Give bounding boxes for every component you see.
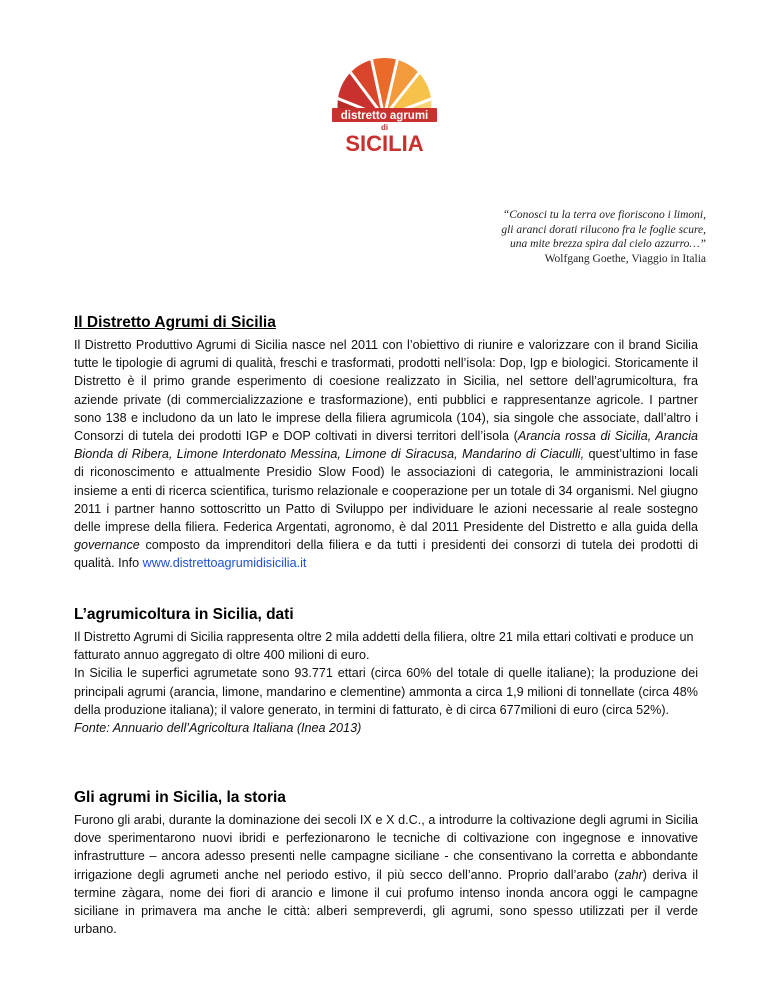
section-distretto — [74, 313, 698, 573]
website-link[interactable]: www.distrettoagrumidisicilia.it — [142, 556, 307, 571]
logo-line2: di — [380, 123, 389, 132]
storia-paragraph: Furono gli arabi, durante la dominazione dei secoli IX e X d.C., a introdurre la coltivazione degli agrumi in Sicilia dove sperimentarono nuovi ibridi e perfezionarono le tecniche di coltivazione con ingegnose e innovative infrastrutture – ancora adesso presenti nelle campagne siciliane - che consentivano la corretta e abbondante irrigazione degli agrumeti anche nel periodo estivo, il più secco dell’anno. Proprio dall’arabo (zahr) deriva il termine zàgara, nome dei fiori di arancio e limone il cui profumo intenso inonda ancora oggi le campagne siciliane in primavera ma anche le città: alberi sempreverdi, gli agrumi, sono spesso utilizzati per il verde urbano. — [74, 813, 698, 937]
dati-source: Fonte: Annuario dell’Agricoltura Italiana (Inea 2013) — [74, 721, 362, 736]
dati-paragraph-2: In Sicilia le superfici agrumetate sono 93.771 ettari (circa 60% del totale di quelle italiane); la produzione dei principali agrumi (arancia, limone, mandarino e clementine) ammonta a circa 1,9 milioni di tonnellate (circa 48% della produzione italiana); il valore generato, in termini di fatturato, è di circa 677milioni di euro (circa 52%). — [74, 666, 698, 717]
citrus-slices-logo-icon — [326, 57, 443, 161]
quote-line-1: “Conosci tu la terra ove fioriscono i limoni, — [502, 209, 706, 221]
goethe-quote — [386, 208, 706, 266]
dati-paragraph-1: Il Distretto Agrumi di Sicilia rappresenta oltre 2 mila addetti della filiera, oltre 21 mila ettari coltivati e produce un fatturato annuo aggregato di oltre 400 milioni di euro. — [74, 630, 694, 663]
section-storia — [74, 788, 698, 938]
section-title-storia: Gli agrumi in Sicilia, la storia — [74, 789, 286, 806]
quote-line-3: una mite brezza spira dal cielo azzurro…” — [510, 238, 706, 251]
section-dati — [74, 605, 698, 737]
quote-line-2: gli aranci dorati rilucono fra le foglie scure, — [501, 223, 706, 236]
section-title-dati: L’agrumicoltura in Sicilia, dati — [74, 606, 294, 623]
logo-line3: SICILIA — [345, 131, 424, 156]
logo-line1: distretto agrumi — [340, 110, 429, 122]
distretto-paragraph: Il Distretto Produttivo Agrumi di Sicilia nasce nel 2011 con l’obiettivo di riunire e valorizzare con il brand Sicilia tutte le tipologie di agrumi di qualità, freschi e trasformati, prodotti nell’isola: Dop, Igp e biologici. Storicamente il Distretto è il primo grande esperimento di coesione realizzato in Sicilia, nel settore dell’agrumicoltura, fra aziende private (di commercializzazione e trasformazione), enti pubblici e rappresentanze agricole. I partner sono 138 e includono da un lato le imprese della filiera agrumicola (104), sia singole che associate, dall’altro i Consorzi di tutela dei prodotti IGP e DOP coltivati in diversi territori dell’isola (Arancia rossa di Sicilia, Arancia Bionda di Ribera, Limone Interdonato Messina, Limone di Siracusa, Mandarino di Ciaculli, quest’ultimo in fase di riconoscimento e attualmente Presidio Slow Food) le associazioni di categoria, le amministrazioni locali insieme a enti di ricerca scientifica, turismo relazionale e cooperazione per un totale di 34 organismi. Nel giugno 2011 i partner hanno sottoscritto un Patto di Sviluppo per individuare le azioni necessarie al reale sostegno delle imprese della filiera. Federica Argentati, agronomo, è dal 2011 Presidente del Distretto e alla guida della governance composto da imprenditori della filiera e da tutti i presidenti dei consorzi di tutela dei prodotti di qualità. Info www.distrettoagrumidisicilia.it — [74, 338, 698, 571]
quote-author: Wolfgang Goethe, Viaggio in Italia — [544, 252, 706, 265]
section-title-distretto: Il Distretto Agrumi di Sicilia — [74, 314, 276, 331]
distretto-logo — [326, 57, 443, 161]
